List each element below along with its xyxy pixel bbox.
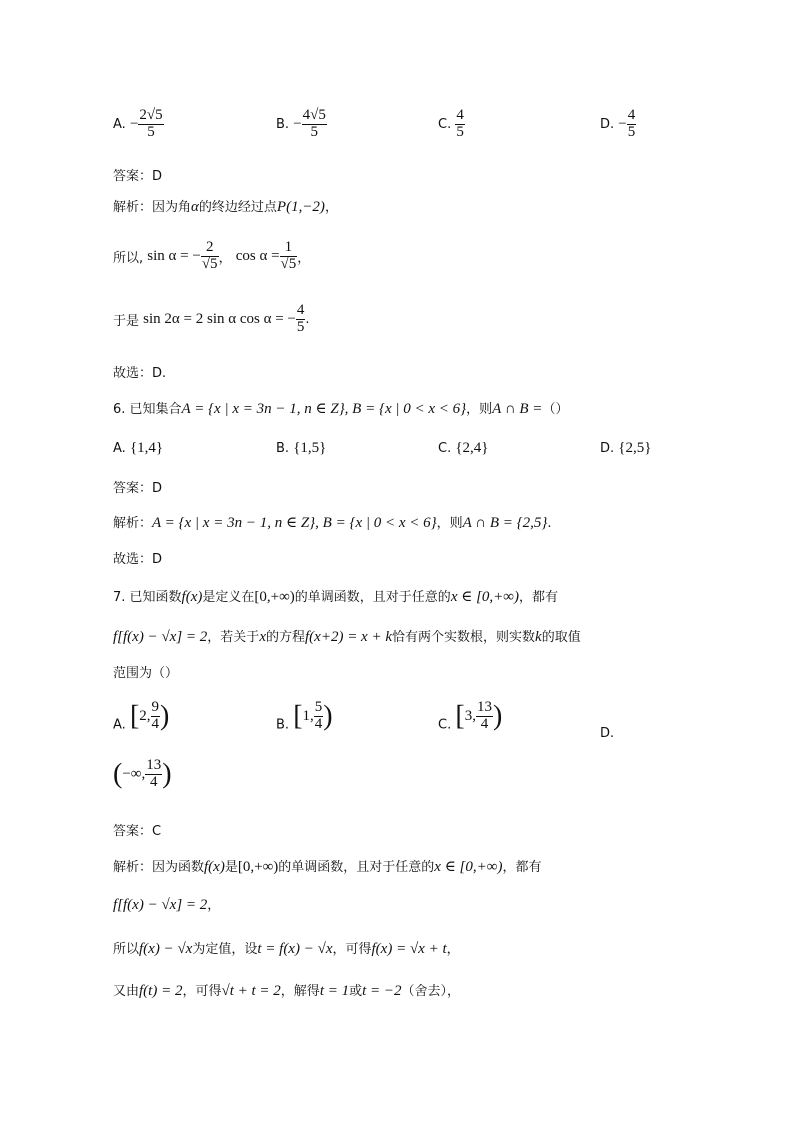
text: 是定义在 [202,590,255,605]
q6-option-a[interactable] [113,440,163,457]
text: 的终边经过点 [198,200,277,215]
option-fraction [455,108,465,141]
fraction-denominator: 5 [310,123,319,140]
text: 7. 已知函数 [113,590,182,605]
fraction [201,240,219,273]
fraction-denominator: 5 [627,123,636,140]
fraction-denominator: 4 [149,773,158,790]
text: ，都有 [502,860,542,875]
text: ，可得 [332,942,372,957]
text: . [547,516,552,531]
option-fraction [627,108,637,141]
q6-choose: 故选：D [113,552,163,567]
math-eq1: f[f(x) − √x] = 2 [113,897,208,913]
interval-start: 3 [464,707,473,724]
bracket-left: ( [113,758,123,790]
option-letter: B. [276,717,290,733]
q6-answer: 答案：D [113,481,163,496]
q7-stem-line3: 范围为（） [113,666,179,681]
q6-stem [113,398,568,418]
fraction-denominator: 4 [151,715,160,732]
math-xin: x ∈ [0,+∞) [434,859,503,875]
option-value: {2,5} [618,440,652,456]
bracket-left: [ [293,700,303,732]
fraction-denominator: 5 [456,123,464,140]
q7-stem-line1 [113,586,558,606]
option-letter: C. [438,116,452,132]
text: ，若关于 [207,630,260,645]
bracket-right: ) [160,700,170,732]
q6-option-b[interactable] [276,440,326,457]
interval-end-fraction [151,700,161,733]
fraction-denominator: √5 [201,255,218,272]
option-letter: D. [600,726,615,741]
text: 的单调函数，且对于任意的 [278,860,435,875]
fraction [296,303,306,336]
math-sin: sin α = − [147,247,201,264]
text: ，可得 [182,984,222,999]
text: ，都有 [518,590,558,605]
option-sign: − [129,115,139,132]
math-eq1: f[f(x) − √x] = 2 [113,629,208,645]
text: 解析：因为函数 [113,860,205,875]
math-sets: A = {x | x = 3n − 1, n ∈ Z}, B = {x | 0 < x < 6} [181,401,467,417]
fraction-numerator: 1 [280,240,298,257]
option-letter: B. [276,116,290,132]
math-xin: x ∈ [0,+∞) [450,589,519,605]
text: 的取值 [541,630,581,645]
text: 或 [349,984,363,999]
interval-start: −∞ [122,765,142,782]
text: 所以, [113,250,144,266]
option-sign: − [618,115,627,132]
text: 又由 [113,984,140,999]
math-eq: √t + t = 2 [221,983,281,999]
interval-end-fraction [145,758,162,791]
text: ，则 [436,516,463,531]
fraction-denominator: 4 [314,715,323,732]
text: （） [542,402,569,417]
option-fraction [138,108,163,141]
q5-option-a[interactable] [113,108,164,141]
text: 解析：因为角 [113,200,192,215]
q5-analysis-line3 [113,303,310,336]
interval-start: 2 [139,707,147,724]
interval-start: 1 [302,707,311,724]
fraction-denominator: √5 [280,255,297,272]
math-intersect: A ∩ B = [492,401,543,417]
fraction-numerator: 4 [627,107,636,123]
interval-end-fraction [314,700,324,733]
math-k: k [535,629,542,645]
q7-answer: 答案：C [113,824,162,839]
option-letter: A. [113,441,126,456]
q5-option-c[interactable] [438,108,465,141]
text: ，则 [466,402,493,417]
math-eq2: f(x+2) = x + k [305,629,392,645]
text: 恰有两个实数根，则实数 [392,630,536,645]
option-fraction [302,108,327,141]
fraction-numerator: 5 [314,699,323,715]
q5-choose: 故选：D. [113,366,167,381]
fraction-numerator: 13 [476,699,492,715]
math-x: x [259,629,266,645]
math-cos: cos α = [235,247,280,264]
math-fx: f(x) [181,589,203,605]
q7-option-a[interactable]: A. [2, $\frac{9}{4}$ ) [113,699,170,733]
text: ， [324,200,338,215]
fraction-denominator: 5 [296,318,305,335]
q7-option-c[interactable]: C. [3, $\frac{13}{4}$ ) [438,699,503,733]
fraction-denominator: 5 [147,123,155,140]
q5-analysis-line1 [113,196,338,216]
fraction-numerator: 2√5 [139,107,163,123]
option-sign: − [293,115,302,132]
math-f-def: f(x) = √x + t [371,941,447,957]
option-letter: C. [438,441,452,456]
q7-option-b[interactable]: B. [1, $\frac{5}{4}$ ) [276,699,333,733]
option-letter: C. [438,717,452,733]
fraction-numerator: 9 [151,699,160,715]
fraction-numerator: 13 [146,757,162,773]
text: 的单调函数，且对于任意的 [294,590,451,605]
text: （舍去）， [401,984,461,999]
fraction-numerator: 4√5 [302,107,326,123]
text: 于是 [113,313,140,329]
bracket-right: ) [162,758,172,790]
text: 解析： [113,516,153,531]
math-alpha: α [191,199,199,215]
math-sets: A = {x | x = 3n − 1, n ∈ Z}, B = {x | 0 < x < 6} [152,515,437,531]
option-value: {2,4} [455,440,489,456]
option-letter: B. [276,441,290,456]
bracket-left: [ [129,700,140,732]
math-ft: f(t) = 2 [139,983,183,999]
text: 的方程 [265,630,305,645]
math-t2: t = −2 [362,983,402,999]
option-letter: D. [600,116,615,132]
text: 6. 已知集合 [113,402,182,417]
math-result: A ∩ B = {2,5} [462,515,548,531]
option-value: {1,5} [293,440,327,456]
text: 所以 [113,942,140,957]
math-point: P(1,−2) [276,199,325,215]
fraction-numerator: 4 [296,302,305,318]
fraction-numerator: 2 [201,240,219,257]
option-letter: A. [113,116,126,132]
math-expr: f(x) − √x [139,941,193,957]
fraction [280,240,298,273]
q7-stem-line2 [113,626,581,646]
q7-analysis-line1 [113,856,541,876]
q5-analysis-line2: 所以, sin α = − $\frac{2}{√5}$ ， cos α = $\frac{1}{√5}$ ， [113,239,311,272]
q7-analysis-line4 [113,980,460,1000]
fraction-denominator: 4 [480,715,489,732]
q6-option-d[interactable] [600,440,651,457]
fraction-numerator: 4 [456,107,464,123]
q6-option-c[interactable] [438,440,489,457]
math-domain: [0,+∞) [254,589,295,605]
q6-analysis [113,512,552,532]
text: ，解得 [280,984,320,999]
text: 是 [224,860,238,875]
q5-option-b[interactable] [276,108,327,141]
q7-option-d-letter[interactable] [600,726,614,741]
q7-analysis-line2 [113,894,220,914]
math-domain: [0,+∞) [237,859,279,875]
math-t-def: t = f(x) − √x [257,941,333,957]
interval-end-fraction [476,700,493,733]
q7-option-d[interactable]: (−∞, $\frac{13}{4}$ ) [113,757,172,790]
q5-answer: 答案：D [113,169,163,184]
q7-analysis-line3 [113,938,460,958]
text: ， [446,942,460,957]
bracket-left: [ [455,700,465,732]
option-letter: D. [600,441,615,456]
math-fx: f(x) [204,859,225,875]
q5-option-d[interactable] [600,108,636,141]
option-letter: A. [113,717,126,733]
bracket-right: ) [492,700,503,732]
text: . [305,311,310,327]
text: ， [207,898,221,913]
bracket-right: ) [323,700,333,732]
math-sin2: sin 2α = 2 sin α cos α = − [143,310,296,327]
option-value: {1,4} [129,440,164,456]
text: 为定值，设 [192,942,258,957]
math-t1: t = 1 [319,983,350,999]
